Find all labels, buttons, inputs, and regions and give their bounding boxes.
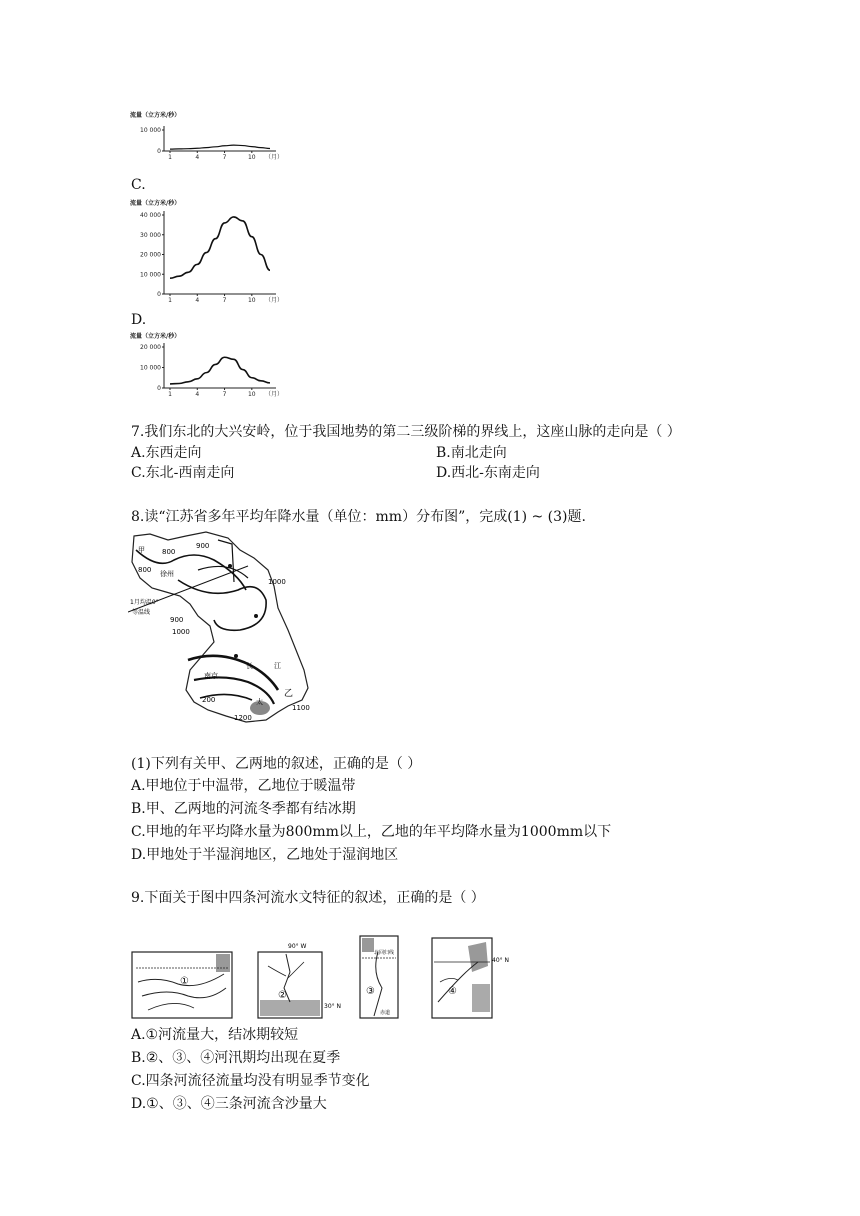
chart-x-tick-label: 7: [222, 297, 227, 304]
chart-y-tick-label: 20 000: [140, 251, 161, 259]
river-map-2-lon: 90° W: [288, 943, 307, 950]
map-label-tai: 太: [256, 698, 263, 706]
map-label-900a: 900: [196, 542, 210, 550]
q7-option-b: B.南北走向: [436, 445, 507, 461]
map-label-jia: 甲: [138, 546, 145, 554]
chart-ylabel: 流量（立方米/秒）: [130, 112, 181, 119]
chart-option-d: [126, 330, 286, 400]
river-map-3-label: ③: [366, 986, 375, 997]
chart-y-tick-label: 10 000: [140, 364, 161, 372]
q8-option-c: C.甲地的年平均降水量为800mm以上，乙地的年平均降水量为1000mm以下: [131, 824, 612, 840]
river-map-3-tropic: 北回归线: [374, 950, 395, 956]
chart-x-tick-label: 1: [168, 297, 172, 304]
river-map-4-lat: 40° N: [492, 957, 510, 964]
map-label-800b: 800: [138, 566, 152, 574]
chart-x-tick-label: 4: [195, 154, 200, 161]
river-map-2-label: ②: [278, 990, 287, 1001]
chart-xlabel: （月）: [264, 154, 284, 161]
option-d-label: D.: [131, 312, 147, 328]
chart-x-tick-label: 1: [168, 154, 172, 161]
chart-y-tick-label: 40 000: [140, 212, 161, 219]
option-c-label: C.: [131, 177, 146, 193]
chart-ylabel: 流量（立方米/秒）: [130, 333, 181, 340]
q9-option-d: D.①、③、④三条河流含沙量大: [131, 1096, 327, 1112]
map-label-isotherm: 1月均温0°: [130, 599, 159, 606]
chart-x-tick-label: 7: [222, 391, 227, 398]
chart-y-tick-label: 0: [157, 291, 161, 298]
chart-ylabel: 流量（立方米/秒）: [130, 200, 181, 207]
chart-x-tick-label: 7: [222, 154, 227, 161]
q8-option-d: D.甲地处于半湿润地区，乙地处于湿润地区: [131, 847, 399, 863]
river-map-3-equator: 赤道: [380, 1010, 391, 1016]
map-label-nanjing: 南京: [204, 672, 218, 680]
chart-x-tick-label: 10: [247, 297, 256, 304]
map-label-isotherm-2: 等温线: [132, 609, 151, 616]
map-label-1200: 1200: [234, 714, 252, 722]
q8-option-a: A.甲地位于中温带，乙地位于暖温带: [131, 778, 356, 794]
q8-sub1-stem: (1)下列有关甲、乙两地的叙述，正确的是（ ）: [131, 756, 422, 772]
chart-y-tick-label: 30 000: [140, 231, 161, 239]
q9-option-b: B.②、③、④河汛期均出现在夏季: [131, 1050, 341, 1066]
chart-option-c: [126, 196, 286, 306]
q9-option-c: C.四条河流径流量均没有明显季节变化: [131, 1073, 370, 1089]
river-map-1-label: ①: [180, 976, 189, 987]
chart-y-tick-label: 10 000: [140, 127, 161, 134]
chart-x-tick-label: 10: [247, 154, 256, 161]
chart-y-tick-label: 0: [157, 148, 161, 155]
chart-top: [126, 108, 286, 168]
map-label-1100: 1100: [292, 704, 310, 712]
map-label-1000a: 1000: [268, 578, 286, 586]
chart-x-tick-label: 10: [247, 391, 256, 398]
chart-series-line: [170, 145, 270, 149]
map-label-800a: 800: [162, 548, 176, 556]
map-label-chang: 长: [246, 662, 253, 670]
q8-option-b: B.甲、乙两地的河流冬季都有结冰期: [131, 801, 356, 817]
q7-stem: 7.我们东北的大兴安岭，位于我国地势的第二三级阶梯的界线上，这座山脉的走向是（ ）: [131, 424, 681, 440]
map-label-200: 200: [202, 696, 216, 704]
chart-y-tick-label: 20 000: [140, 344, 161, 351]
chart-x-tick-label: 4: [195, 297, 200, 304]
chart-xlabel: （月）: [264, 391, 284, 398]
chart-xlabel: （月）: [264, 297, 284, 304]
river-maps: [128, 932, 518, 1026]
q7-option-d: D.西北-东南走向: [436, 465, 540, 481]
river-map-4-label: ④: [448, 986, 457, 997]
q7-option-c: C.东北-西南走向: [131, 465, 235, 481]
chart-series-line: [170, 217, 270, 278]
map-label-1000b: 1000: [172, 628, 190, 636]
chart-y-tick-label: 10 000: [140, 271, 161, 279]
river-map-2-lat: 30° N: [324, 1003, 342, 1010]
map-label-900b: 900: [170, 616, 184, 624]
q9-stem: 9.下面关于图中四条河流水文特征的叙述，正确的是（ ）: [131, 890, 485, 906]
q8-stem: 8.读“江苏省多年平均年降水量（单位：mm）分布图”，完成(1) ~ (3)题.: [131, 509, 586, 525]
q9-option-a: A.①河流量大，结冰期较短: [131, 1027, 299, 1043]
q7-option-a: A.东西走向: [131, 445, 202, 461]
map-label-jiang: 江: [274, 662, 281, 670]
jiangsu-precipitation-map: [128, 530, 324, 726]
map-label-xuzhou: 徐州: [160, 570, 174, 578]
map-label-yi: 乙: [284, 689, 294, 699]
chart-series-line: [170, 357, 270, 384]
chart-y-tick-label: 0: [157, 385, 161, 392]
chart-x-tick-label: 4: [195, 391, 200, 398]
chart-x-tick-label: 1: [168, 391, 172, 398]
